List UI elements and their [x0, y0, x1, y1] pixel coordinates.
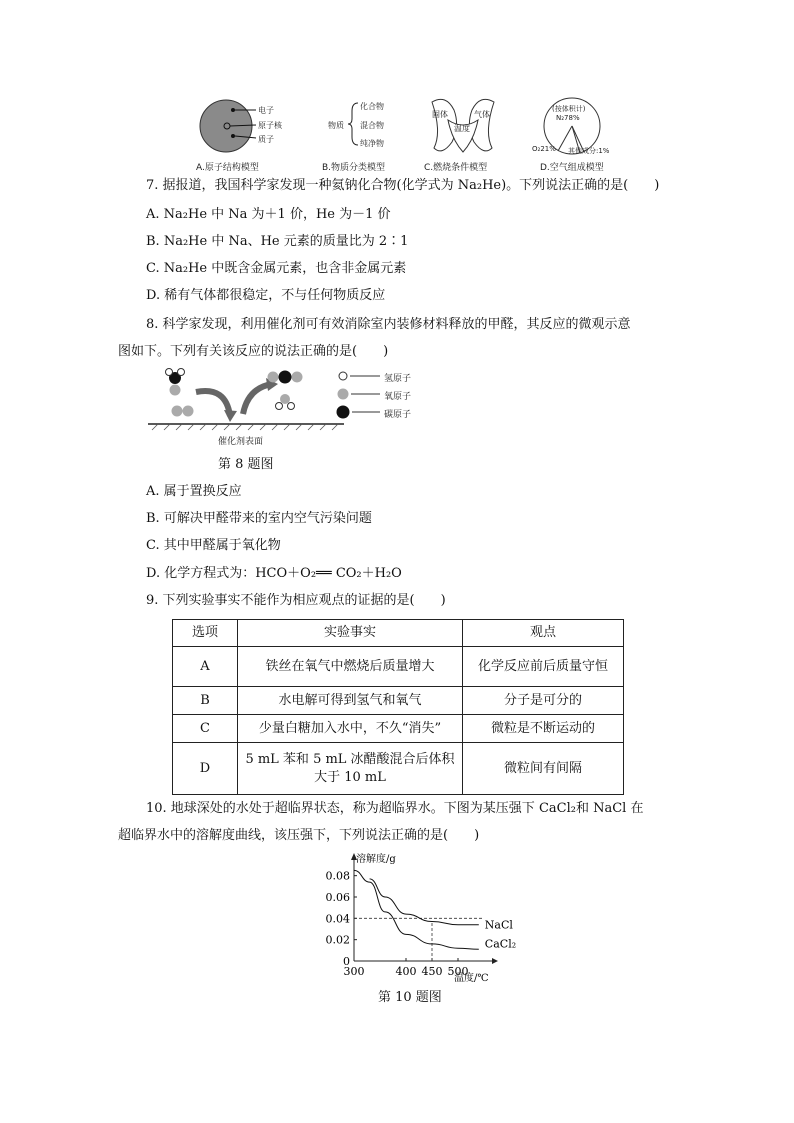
- q10-figure-caption: 第 10 题图: [378, 990, 442, 1005]
- q8-option-d: D. 化学方程式为：HCO＋O₂══ CO₂＋H₂O: [146, 566, 402, 581]
- series-label-nacl: NaCl: [484, 918, 513, 932]
- hydrogen-legend-marker: [339, 372, 347, 380]
- catalyst-surface-label: 催化剂表面: [218, 437, 264, 447]
- oxygen-atom: [172, 406, 183, 417]
- classification-item-2: 混合物: [360, 121, 384, 130]
- hydrogen-atom: [276, 403, 283, 410]
- q7-stem: 7. 据报道，我国科学家发现一种氦钠化合物(化学式为 Na₂He)。下列说法正确的是( ): [146, 178, 660, 193]
- q8-figure-caption: 第 8 题图: [218, 457, 274, 472]
- model-c-caption: C.燃烧条件模型: [424, 163, 488, 173]
- reaction-diagram: [148, 366, 348, 432]
- proton-dot: [231, 134, 235, 138]
- header-fact: 实验事实: [238, 620, 463, 647]
- row-a-fact: 铁丝在氧气中燃烧后质量增大: [238, 647, 463, 687]
- q7-option-d: D. 稀有气体都很稳定，不与任何物质反应: [146, 288, 386, 303]
- row-c-option: C: [173, 715, 238, 743]
- q10-stem-line1: 10. 地球深处的水处于超临界状态，称为超临界水。下图为某压强下 CaCl₂和 NaCl 在: [146, 801, 644, 816]
- hydrogen-atom: [288, 403, 295, 410]
- table-row: [173, 687, 624, 715]
- q8-stem-line2: 图如下。下列有关该反应的说法正确的是( ): [118, 344, 389, 359]
- y-axis-label: 溶解度/g: [356, 854, 396, 865]
- series-line-cacl2: [354, 870, 479, 949]
- atom-label-electron: 电子: [258, 106, 274, 115]
- combustion-label-temperature: 温度: [454, 124, 470, 133]
- oxygen-legend-marker: [338, 389, 349, 400]
- y-tick-label: 0: [343, 955, 350, 968]
- x-axis-arrow: [492, 958, 498, 964]
- row-d-fact-line2: 大于 10 mL: [314, 769, 386, 785]
- row-a-option: A: [173, 647, 238, 687]
- atom-legend-markers: [335, 368, 385, 420]
- electron-dot: [231, 108, 235, 112]
- table-row: [173, 743, 624, 795]
- y-tick-label: 0.02: [325, 933, 350, 947]
- row-c-fact: 少量白糖加入水中，不久“消失”: [238, 715, 463, 743]
- x-tick-label: 500: [447, 965, 469, 978]
- air-label-others: 其他成分:1%: [568, 147, 610, 155]
- q7-option-c: C. Na₂He 中既含金属元素，也含非金属元素: [146, 261, 407, 276]
- header-viewpoint: 观点: [463, 620, 624, 647]
- q7-option-b: B. Na₂He 中 Na、He 元素的质量比为 2∶1: [146, 234, 409, 249]
- row-d-fact-line1: 5 mL 苯和 5 mL 冰醋酸混合后体积: [245, 751, 455, 767]
- row-b-fact: 水电解可得到氢气和氧气: [238, 687, 463, 715]
- row-d-option: D: [173, 743, 238, 795]
- combustion-label-gas: 气体: [474, 110, 490, 119]
- atom-label-proton: 质子: [258, 135, 274, 144]
- oxygen-atom: [170, 385, 181, 396]
- y-tick-label: 0.08: [325, 869, 350, 883]
- model-d-caption: D.空气组成模型: [540, 163, 604, 173]
- hydrogen-atom: [178, 369, 185, 376]
- x-tick-label: 300: [343, 965, 365, 978]
- row-d-fact: [238, 743, 463, 795]
- row-b-viewpoint: 分子是可分的: [463, 687, 624, 715]
- solubility-chart: [310, 850, 517, 985]
- row-b-option: B: [173, 687, 238, 715]
- q8-option-a: A. 属于置换反应: [146, 484, 242, 499]
- legend-carbon: 碳原子: [384, 410, 412, 420]
- row-a-viewpoint: 化学反应前后质量守恒: [463, 647, 624, 687]
- classification-root: 物质: [328, 121, 344, 130]
- q8-stem-line1: 8. 科学家发现，利用催化剂可有效消除室内装修材料释放的甲醛，其反应的微观示意: [146, 317, 631, 332]
- q7-option-a: A. Na₂He 中 Na 为＋1 价，He 为－1 价: [146, 207, 391, 222]
- carbon-atom: [279, 371, 292, 384]
- classification-item-3: 纯净物: [360, 139, 384, 148]
- table-header-row: [173, 620, 624, 647]
- q9-table: [172, 619, 624, 795]
- header-option: 选项: [173, 620, 238, 647]
- classification-item-1: 化合物: [360, 102, 384, 111]
- q10-stem-line2: 超临界水中的溶解度曲线，该压强下，下列说法正确的是( ): [118, 828, 480, 843]
- oxygen-atom: [268, 372, 279, 383]
- air-label-n2: N₂78%: [556, 114, 580, 122]
- model-b-caption: B.物质分类模型: [322, 163, 386, 173]
- q8-option-c: C. 其中甲醛属于氧化物: [146, 538, 281, 553]
- air-label-o2: O₂21%: [532, 145, 556, 153]
- oxygen-atom: [280, 394, 290, 404]
- q8-option-b: B. 可解决甲醛带来的室内空气污染问题: [146, 511, 372, 526]
- brace-icon: [346, 101, 360, 147]
- model-a-caption: A.原子结构模型: [196, 163, 259, 173]
- x-tick-label: 400: [395, 965, 417, 978]
- legend-hydrogen: 氢原子: [384, 374, 412, 384]
- row-d-viewpoint: 微粒间有间隔: [463, 743, 624, 795]
- table-row: [173, 715, 624, 743]
- series-line-nacl: [370, 879, 479, 925]
- series-label-cacl2: CaCl₂: [484, 937, 517, 951]
- y-tick-label: 0.04: [325, 912, 350, 926]
- table-row: [173, 647, 624, 687]
- combustion-label-solid: 固体: [432, 110, 448, 119]
- air-label-basis: (按体积计): [552, 105, 586, 113]
- hydrogen-atom: [166, 369, 173, 376]
- row-c-viewpoint: 微粒是不断运动的: [463, 715, 624, 743]
- oxygen-atom: [183, 406, 194, 417]
- atom-label-nucleus: 原子核: [258, 121, 282, 130]
- x-tick-label: 450: [421, 965, 443, 978]
- y-tick-label: 0.06: [325, 891, 350, 904]
- x-axis-label: 温度/℃: [454, 973, 489, 984]
- oxygen-atom: [292, 372, 303, 383]
- carbon-legend-marker: [337, 406, 350, 419]
- q9-stem: 9. 下列实验事实不能作为相应观点的证据的是( ): [146, 593, 446, 608]
- legend-oxygen: 氧原子: [384, 392, 412, 402]
